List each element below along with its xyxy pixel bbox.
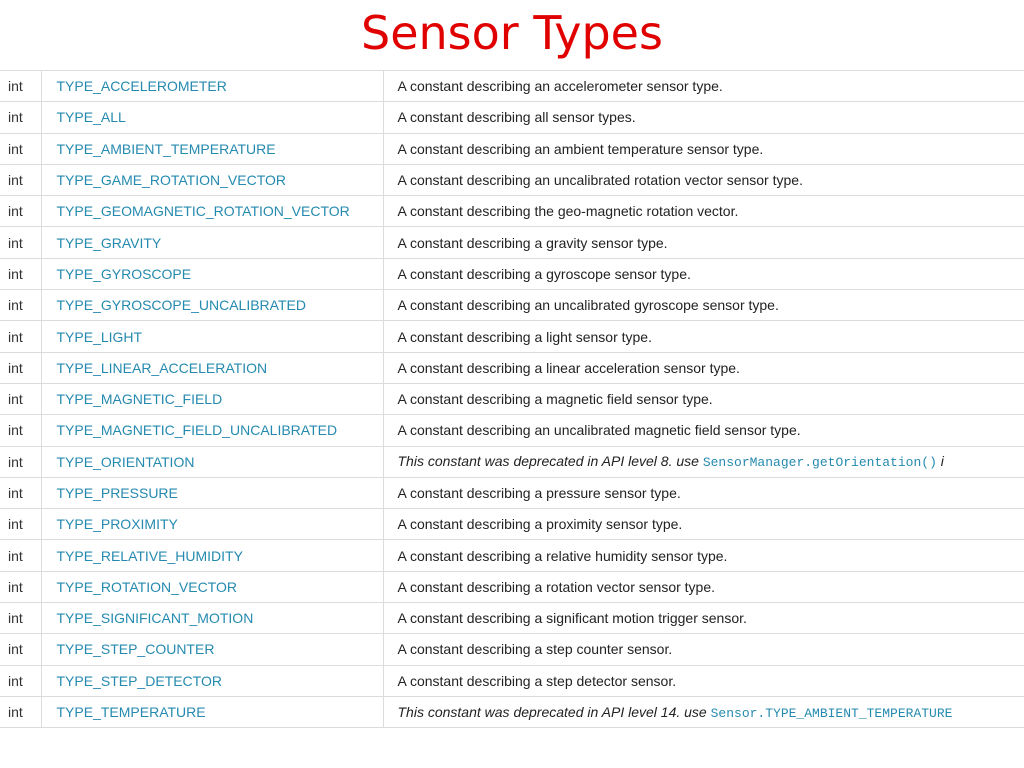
constant-name-link[interactable]: TYPE_STEP_DETECTOR (56, 672, 222, 689)
replacement-code-link[interactable]: Sensor.TYPE_AMBIENT_TEMPERATURE (710, 705, 953, 721)
constant-name-cell (41, 383, 383, 414)
constant-name-cell (41, 509, 383, 540)
constant-type: int (0, 696, 41, 727)
constant-description: A constant describing the geo-magnetic rotation vector. (383, 196, 1024, 227)
table-row (0, 446, 1024, 477)
table-row (0, 164, 1024, 195)
constant-type: int (0, 540, 41, 571)
constant-name-cell (41, 321, 383, 352)
constant-name-cell (41, 133, 383, 164)
constant-description: A constant describing an ambient temperature sensor type. (383, 133, 1024, 164)
constant-type: int (0, 321, 41, 352)
constant-name-cell (41, 227, 383, 258)
constant-type: int (0, 133, 41, 164)
constant-description: A constant describing a proximity sensor type. (383, 509, 1024, 540)
constant-name-link[interactable]: TYPE_RELATIVE_HUMIDITY (56, 547, 243, 564)
constant-type: int (0, 258, 41, 289)
constant-name-cell (41, 71, 383, 102)
constant-name-cell (41, 102, 383, 133)
constant-name-cell (41, 571, 383, 602)
constant-description: A constant describing a light sensor type. (383, 321, 1024, 352)
table-row (0, 290, 1024, 321)
constant-name-cell (41, 196, 383, 227)
constant-description: A constant describing a rotation vector sensor type. (383, 571, 1024, 602)
table-row (0, 415, 1024, 446)
constant-description: A constant describing a gyroscope sensor type. (383, 258, 1024, 289)
table-row (0, 321, 1024, 352)
table-row (0, 196, 1024, 227)
constant-name-cell (41, 290, 383, 321)
table-row (0, 634, 1024, 665)
constant-name-link[interactable]: TYPE_ALL (56, 109, 126, 126)
constant-name-link[interactable]: TYPE_TEMPERATURE (56, 704, 206, 721)
constant-name-link[interactable]: TYPE_ORIENTATION (56, 453, 195, 470)
constant-name-link[interactable]: TYPE_ACCELEROMETER (56, 78, 227, 95)
replacement-code-link[interactable]: SensorManager.getOrientation() (702, 455, 937, 471)
table-row (0, 383, 1024, 414)
table-row (0, 696, 1024, 727)
constant-type: int (0, 227, 41, 258)
constant-description: A constant describing a pressure sensor type. (383, 477, 1024, 508)
constant-name-link[interactable]: TYPE_GRAVITY (56, 234, 162, 251)
constant-name-cell (41, 352, 383, 383)
table-row (0, 352, 1024, 383)
table-row (0, 227, 1024, 258)
table-row (0, 665, 1024, 696)
constant-name-link[interactable]: TYPE_PRESSURE (56, 485, 178, 501)
constant-description: A constant describing a step detector sensor. (383, 665, 1024, 696)
constant-name-cell (41, 258, 383, 289)
constant-type: int (0, 571, 41, 602)
constant-name-link[interactable]: TYPE_GAME_ROTATION_VECTOR (56, 172, 286, 189)
constant-description-deprecated (383, 696, 1024, 727)
constant-name-link[interactable]: TYPE_LIGHT (56, 328, 143, 345)
constant-name-link[interactable]: TYPE_SIGNIFICANT_MOTION (56, 610, 254, 627)
constant-name-link[interactable]: TYPE_GYROSCOPE (56, 265, 192, 282)
constant-name-link[interactable]: TYPE_ROTATION_VECTOR (56, 578, 237, 595)
constant-description: A constant describing a gravity sensor type. (383, 227, 1024, 258)
table-row (0, 509, 1024, 540)
constant-name-cell (41, 665, 383, 696)
table-row (0, 540, 1024, 571)
constant-name-link[interactable]: TYPE_MAGNETIC_FIELD (56, 391, 223, 408)
constant-description: A constant describing a linear acceleration sensor type. (383, 352, 1024, 383)
constant-type: int (0, 196, 41, 227)
deprecation-note: This constant was deprecated in API level 14. use (397, 703, 711, 720)
constant-type: int (0, 415, 41, 446)
constant-type: int (0, 352, 41, 383)
constant-type: int (0, 164, 41, 195)
table-row (0, 571, 1024, 602)
constant-name-cell (41, 415, 383, 446)
page-title: Sensor Types (361, 6, 663, 60)
constant-description: A constant describing an uncalibrated rotation vector sensor type. (383, 164, 1024, 195)
table-row (0, 133, 1024, 164)
constant-name-link[interactable]: TYPE_PROXIMITY (56, 516, 178, 533)
constant-name-link[interactable]: TYPE_GYROSCOPE_UNCALIBRATED (56, 297, 306, 314)
deprecation-note-tail: i (936, 453, 944, 470)
constant-type: int (0, 477, 41, 508)
table-row (0, 477, 1024, 508)
constant-name-cell (41, 603, 383, 634)
constant-name-cell (41, 540, 383, 571)
constant-description-deprecated (383, 446, 1024, 477)
table-row (0, 603, 1024, 634)
constant-name-cell (41, 634, 383, 665)
constant-name-cell (41, 477, 383, 508)
constant-name-cell (41, 164, 383, 195)
constant-type: int (0, 509, 41, 540)
table-row (0, 71, 1024, 102)
table-row (0, 258, 1024, 289)
constant-description: A constant describing an accelerometer sensor type. (383, 71, 1024, 102)
constant-name-link[interactable]: TYPE_LINEAR_ACCELERATION (56, 359, 268, 376)
deprecation-note: This constant was deprecated in API level 8. use (397, 453, 703, 470)
constant-name-link[interactable]: TYPE_GEOMAGNETIC_ROTATION_VECTOR (56, 203, 350, 220)
constant-name-link[interactable]: TYPE_MAGNETIC_FIELD_UNCALIBRATED (56, 422, 338, 439)
constant-description: A constant describing a step counter sensor. (383, 634, 1024, 665)
constant-type: int (0, 665, 41, 696)
constant-type: int (0, 71, 41, 102)
constant-description: A constant describing a relative humidity sensor type. (383, 540, 1024, 571)
constant-name-cell (41, 446, 383, 477)
constant-name-cell (41, 696, 383, 727)
table-row (0, 102, 1024, 133)
constant-type: int (0, 290, 41, 321)
constant-description: A constant describing a magnetic field sensor type. (383, 383, 1024, 414)
constant-description: A constant describing an uncalibrated magnetic field sensor type. (383, 415, 1024, 446)
constant-name-link[interactable]: TYPE_AMBIENT_TEMPERATURE (56, 140, 276, 157)
constant-type: int (0, 603, 41, 634)
constant-description: A constant describing a significant motion trigger sensor. (383, 603, 1024, 634)
constants-table-body (0, 71, 1024, 728)
constant-description: A constant describing all sensor types. (383, 102, 1024, 133)
constant-type: int (0, 634, 41, 665)
constant-name-link[interactable]: TYPE_STEP_COUNTER (56, 641, 215, 658)
constants-table (0, 70, 1024, 728)
constant-type: int (0, 446, 41, 477)
constant-type: int (0, 383, 41, 414)
constant-type: int (0, 102, 41, 133)
constant-description: A constant describing an uncalibrated gyroscope sensor type. (383, 290, 1024, 321)
